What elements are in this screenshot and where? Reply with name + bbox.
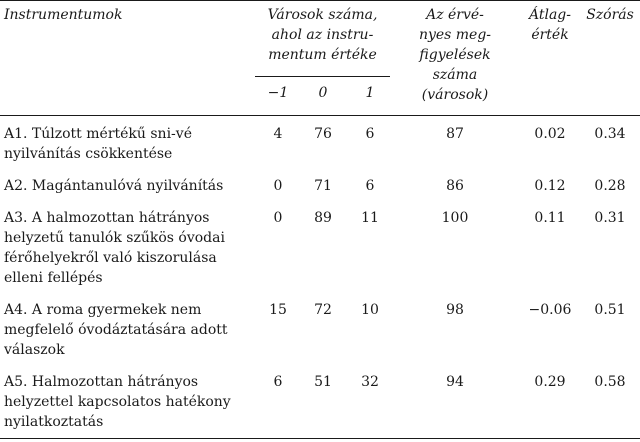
row-label-line: férőhelyekről való kiszorulása <box>4 250 217 266</box>
row-label-line: helyzettel kapcsolatos hatékony <box>4 394 231 410</box>
cell-sd: 0.31 <box>594 210 626 226</box>
cell-sd: 0.28 <box>594 178 626 194</box>
header-valid-line3: figyelések <box>419 47 491 63</box>
cell-mean: 0.29 <box>534 374 566 390</box>
cell-sd: 0.58 <box>594 374 626 390</box>
header-sub-one: 1 <box>365 85 375 101</box>
cell-minus1: 0 <box>273 210 283 226</box>
header-sd: Szórás <box>586 7 634 23</box>
row-label-line: A5. Halmozottan hátrányos <box>4 374 199 390</box>
cell-valid: 98 <box>446 302 464 318</box>
row-label-line: elleni fellépés <box>4 270 103 286</box>
cell-minus1: 4 <box>273 126 283 142</box>
cell-sd: 0.34 <box>594 126 626 142</box>
header-sub-zero: 0 <box>318 85 328 101</box>
header-mean-line2: érték <box>531 27 569 43</box>
cell-valid: 86 <box>446 178 464 194</box>
cell-zero: 76 <box>314 126 332 142</box>
row-label-line: nyilvánítás csökkentése <box>4 146 173 162</box>
header-cities-line3: mentum értéke <box>268 47 377 63</box>
header-sub-minus1: −1 <box>267 85 289 101</box>
row-label-line: A2. Magántanulóvá nyilvánítás <box>4 178 224 194</box>
header-valid-line1: Az érvé- <box>426 7 484 23</box>
row-label-line: A4. A roma gyermekek nem <box>4 302 202 318</box>
header-mean-line1: Átlag- <box>528 7 571 23</box>
header-valid-line5: (városok) <box>421 87 489 103</box>
cell-minus1: 6 <box>273 374 283 390</box>
top-rule <box>0 0 640 1</box>
row-label-line: helyzetű tanulók szűkös óvodai <box>4 230 225 246</box>
cell-zero: 71 <box>314 178 332 194</box>
cell-minus1: 0 <box>273 178 283 194</box>
header-bottom-rule <box>0 115 640 116</box>
row-label-line: válaszok <box>4 342 65 358</box>
header-cities-line1: Városok száma, <box>267 7 378 23</box>
cell-zero: 72 <box>314 302 332 318</box>
cell-one: 10 <box>361 302 379 318</box>
cell-sd: 0.51 <box>594 302 626 318</box>
cell-mean: 0.11 <box>534 210 566 226</box>
cell-minus1: 15 <box>269 302 287 318</box>
cell-one: 6 <box>365 178 375 194</box>
header-valid-line4: száma <box>432 67 478 83</box>
cell-one: 32 <box>361 374 379 390</box>
bottom-rule <box>0 438 640 439</box>
cell-mean: −0.06 <box>528 302 572 318</box>
cell-valid: 87 <box>446 126 464 142</box>
header-valid-line2: nyes meg- <box>418 27 492 43</box>
header-cities-line2: ahol az instru- <box>271 27 374 43</box>
cell-valid: 100 <box>441 210 469 226</box>
cell-one: 6 <box>365 126 375 142</box>
cell-mean: 0.12 <box>534 178 566 194</box>
cities-group-rule <box>255 76 390 77</box>
cell-zero: 51 <box>314 374 332 390</box>
cell-one: 11 <box>361 210 379 226</box>
header-instrument: Instrumentumok <box>4 7 123 23</box>
cell-valid: 94 <box>446 374 464 390</box>
row-label-line: megfelelő óvodáztatására adott <box>4 322 228 338</box>
cell-mean: 0.02 <box>534 126 566 142</box>
cell-zero: 89 <box>314 210 332 226</box>
row-label-line: A3. A halmozottan hátrányos <box>4 210 210 226</box>
row-label-line: nyilatkoztatás <box>4 414 104 430</box>
row-label-line: A1. Túlzott mértékű sni-vé <box>4 126 192 142</box>
